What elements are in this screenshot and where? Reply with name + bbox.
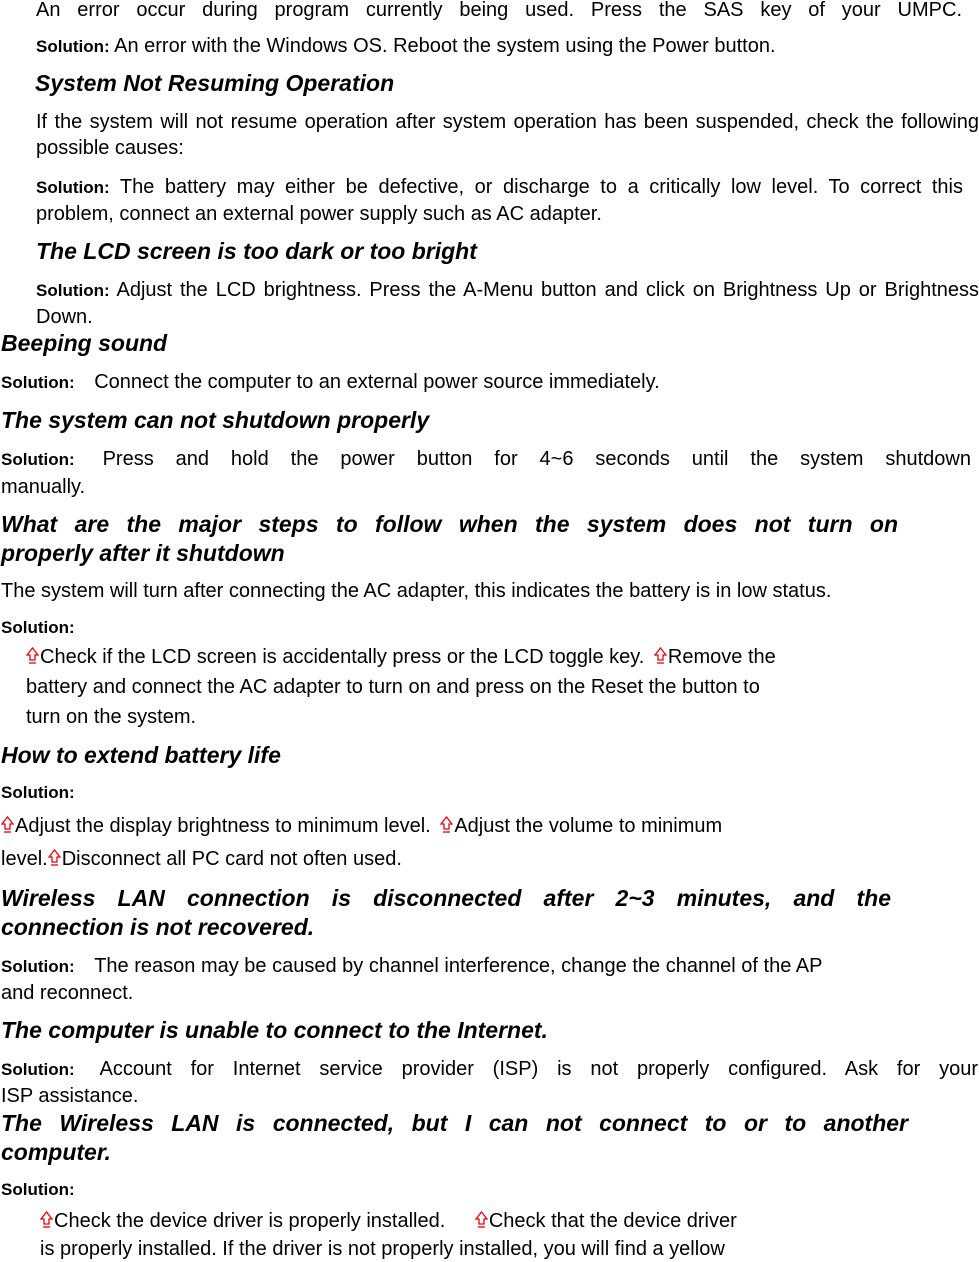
section-heading: Wireless LAN connection is disconnected after 2~3 minutes, and the	[1, 885, 891, 911]
solution-label: Solution:	[1, 1060, 75, 1079]
solution-label: Solution:	[1, 618, 75, 637]
section-heading: computer.	[1, 1139, 111, 1165]
bullet-item: Check the device driver is properly installed.	[54, 1210, 446, 1232]
bullet-continuation: is properly installed. If the driver is not properly installed, you will find a yellow	[40, 1238, 725, 1260]
solution-line	[1, 446, 971, 473]
solution-label: Solution:	[1, 1180, 75, 1199]
solution-label: Solution:	[36, 37, 110, 56]
solution-text: manually.	[1, 476, 86, 498]
up-arrow-icon	[475, 1211, 488, 1229]
section-heading: The LCD screen is too dark or too bright	[36, 238, 477, 264]
solution-line	[36, 174, 963, 227]
bullet-item: Check that the device driver	[488, 1210, 737, 1232]
up-arrow-icon	[40, 1211, 53, 1229]
solution-label: Solution:	[1, 957, 75, 976]
solution-text: and reconnect.	[1, 982, 134, 1004]
solution-line	[1, 369, 961, 396]
bullet-line	[1, 846, 931, 872]
section-heading: What are the major steps to follow when the system does not turn on	[1, 511, 898, 537]
section-heading: How to extend battery life	[1, 742, 281, 768]
solution-text: Adjust the LCD brightness. Press the A-Menu button and click on Brightness Up or Brightness Down.	[36, 279, 979, 328]
bullet-continuation: battery and connect the AC adapter to turn on and press on the Reset the button to	[26, 676, 760, 698]
solution-text: The battery may either be defective, or discharge to a critically low level. To correct this problem, connect an external power supply such as AC adapter.	[36, 176, 964, 225]
up-arrow-icon	[1, 816, 14, 834]
paragraph: If the system will not resume operation after system operation has been suspended, check the following possible causes:	[36, 111, 979, 159]
solution-label: Solution:	[36, 178, 110, 197]
paragraph: The system will turn after connecting the AC adapter, this indicates the battery is in low status.	[1, 580, 832, 602]
section-heading: connection is not recovered.	[1, 914, 315, 940]
solution-line	[36, 277, 979, 330]
section-heading: The computer is unable to connect to the Internet.	[1, 1017, 548, 1043]
section-heading: The Wireless LAN is connected, but I can not connect to or to another	[1, 1110, 908, 1136]
solution-line	[1, 1056, 978, 1083]
intro-text: An error occur during program currently being used. Press the SAS key of your UMPC.	[36, 0, 962, 21]
up-arrow-icon	[48, 849, 61, 867]
bullet-item: Adjust the volume to minimum	[454, 815, 723, 837]
solution-text: Account for Internet service provider (ISP) is not properly configured. Ask for your	[99, 1058, 978, 1080]
up-arrow-icon	[26, 647, 39, 665]
solution-label: Solution:	[1, 783, 75, 802]
bullet-continuation: turn on the system.	[26, 706, 197, 728]
section-heading: Beeping sound	[1, 330, 168, 356]
solution-text: ISP assistance.	[1, 1085, 139, 1107]
solution-text: The reason may be caused by channel interference, change the channel of the AP	[94, 955, 823, 977]
solution-label: Solution:	[36, 281, 110, 300]
section-heading: System Not Resuming Operation	[35, 70, 395, 96]
bullet-item: Check if the LCD screen is accidentally press or the LCD toggle key.	[40, 646, 645, 668]
bullet-item: Adjust the display brightness to minimum level.	[15, 815, 431, 837]
bullet-line	[40, 1208, 960, 1234]
bullet-line	[1, 813, 931, 839]
bullet-item: Remove the	[667, 646, 776, 668]
solution-label: Solution:	[1, 373, 75, 392]
section-heading: The system can not shutdown properly	[1, 407, 430, 433]
bullet-line	[26, 644, 946, 670]
section-heading: properly after it shutdown	[1, 540, 285, 566]
solution-line	[36, 33, 966, 60]
solution-text: Press and hold the power button for 4~6 seconds until the system shutdown	[102, 448, 971, 470]
bullet-item: Disconnect all PC card not often used.	[61, 848, 402, 870]
up-arrow-icon	[440, 816, 453, 834]
solution-label: Solution:	[1, 450, 75, 469]
solution-line	[1, 953, 971, 980]
up-arrow-icon	[654, 647, 667, 665]
bullet-continuation: level.	[1, 848, 48, 870]
solution-text: An error with the Windows OS. Reboot the system using the Power button.	[114, 35, 776, 57]
solution-text: Connect the computer to an external power source immediately.	[94, 371, 660, 393]
